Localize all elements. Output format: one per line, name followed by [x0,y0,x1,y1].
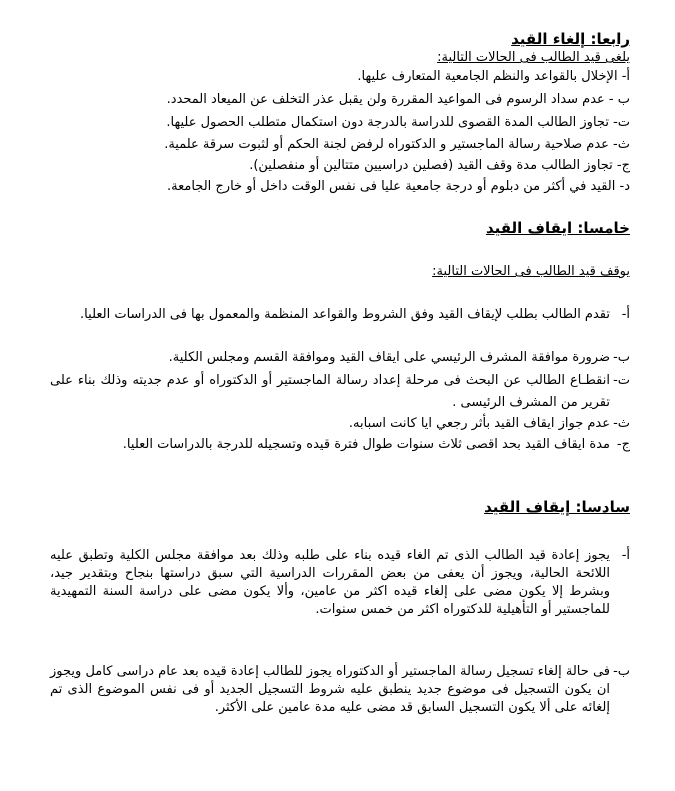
section5-intro: يوقف قيد الطالب فى الحالات التالية: [432,264,630,279]
section5-item-2 [50,347,630,369]
section4-item-1: أ- الإخلال بالقواعد والنظم الجامعية المتعارف عليها. [357,69,630,84]
item-text: انقطـاع الطالب عن البحث فى مرحلة إعداد رسالة الماجستير أو الدكتوراه أو عدم جديته وذلك بناء على تقرير من المشرف الرئيسى . [50,373,610,410]
item-marker: ث- [613,416,630,431]
section4-item-5: ج- تجاوز الطالب مدة وقف القيد (فصلين دراسيين متتالين أو منفصلين). [249,158,630,173]
section4-heading: رابعا: إلغاء القيد [511,30,630,48]
section4-item-4: ث- عدم صلاحية رسالة الماجستير و الدكتوراه لرفض لجنة الحكم أو لثبوت سرقة علمية. [164,137,630,152]
item-text: مدة ايقاف القيد بحد اقصى ثلاث سنوات طوال فترة قيده وتسجيله للدرجة بالدراسات العليا. [122,437,610,452]
section4-item-3: ت- تجاوز الطالب المدة القصوى للدراسة بالدرجة دون استكمال متطلب الحصول عليها. [166,115,630,130]
section6-item-2 [50,663,630,717]
section5-item-1 [50,304,630,326]
item-marker: أ- [621,307,630,322]
section6-item-1 [50,547,630,619]
section4-item-2: ب - عدم سداد الرسوم فى المواعيد المقررة ولن يقبل عذر التخلف عن الميعاد المحدد. [166,92,630,107]
section4-intro: يلغى قيد الطالب فى الحالات التالية: [437,50,630,65]
item-text: تقدم الطالب بطلب لإيقاف القيد وفق الشروط والقواعد المنظمة والمعمول بها فى الدراسات العليا. [80,307,610,322]
item-marker: ب- [613,664,630,679]
section5-heading: خامسا: ايقاف القيد [485,219,630,237]
item-text: ضرورة موافقة المشرف الرئيسي على ايقاف القيد وموافقة القسم ومجلس الكلية. [168,350,610,365]
section5-item-3 [50,370,630,414]
item-text: فى حالة إلغاء تسجيل رسالة الماجستير أو الدكتوراه يجوز للطالب إعادة قيده بعد عام دراسى كامل ويجوز ان يكون التسجيل فى موضوع جديد ينطبق عليه شروط التسجيل الجديد أو فى نفس الموضوع الذى تم إلغائه على ألا يكون التسجيل السابق قد مضى عليه مدة عامين على الأكثر. [50,664,610,715]
section5-item-4 [50,413,630,435]
item-marker: ب- [613,350,630,365]
item-text: عدم جواز ايقاف القيد بأثر رجعي ايا كانت اسبابه. [348,416,610,431]
item-marker: ت- [613,373,630,388]
section6-heading: سادسا: إيقاف القيد [484,498,630,516]
section5-item-5 [50,434,630,456]
item-marker: ج- [616,437,630,452]
item-text: يجوز إعادة قيد الطالب الذى تم الغاء قيده بناء على طلبه وذلك بعد موافقة مجلس الكلية وتطبق عليه اللائحة الحالية، ويجوز أن يعفى من بعض المقررات الدراسية التي سبق دراستها بنجاح وبتقدير جيد، وبشرط إلا يكون مضى على إلغاء قيده اكثر من عامين، وألا يكون مضى على دراسة السنة التمهيدية للماجستير أو التأهيلية للدكتوراه اكثر من خمس سنوات. [50,548,610,617]
section4-item-6: د- القيد في أكثر من دبلوم أو درجة جامعية عليا فى نفس الوقت داخل أو خارج الجامعة. [167,179,630,194]
item-marker: أ- [621,548,630,563]
